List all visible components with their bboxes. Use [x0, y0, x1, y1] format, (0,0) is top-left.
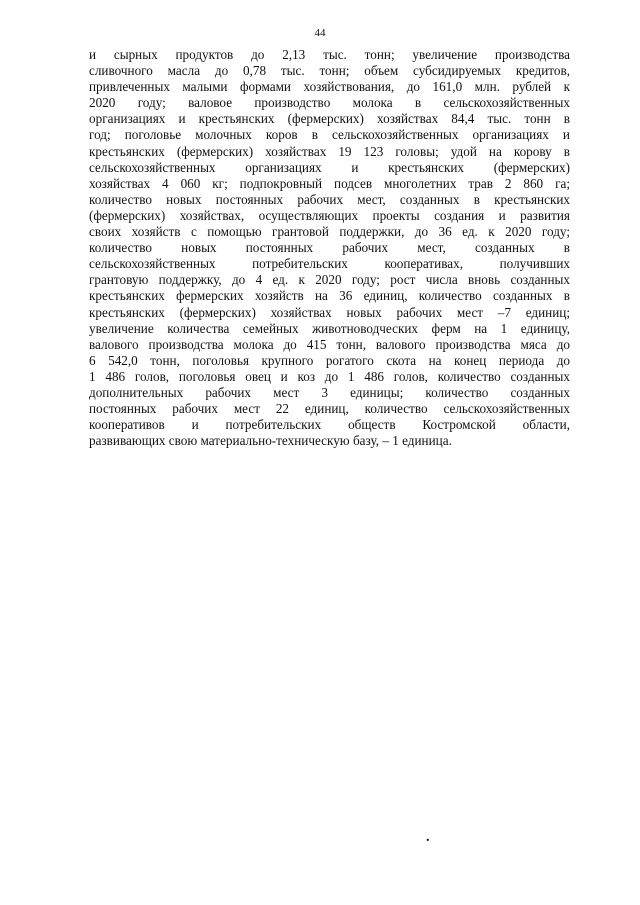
- text-line: 1 486 голов, поголовья овец и коз до 1 486 голов, количество созданных: [89, 368, 570, 384]
- text-line: сливочного масла до 0,78 тыс. тонн; объем субсидируемых кредитов,: [89, 63, 570, 79]
- text-line: хозяйствах 4 060 кг; подпокровный подсев многолетних трав 2 860 га;: [89, 175, 570, 191]
- text-line: сельскохозяйственных организациях и крестьянских (фермерских): [89, 159, 570, 175]
- text-line: сельскохозяйственных потребительских кооперативах, получивших: [89, 256, 570, 272]
- text-line: валового производства молока до 415 тонн, валового производства мяса до: [89, 336, 570, 352]
- text-line: крестьянских (фермерских) хозяйствах 19 123 головы; удой на корову в: [89, 143, 570, 159]
- text-line: постоянных рабочих мест 22 единиц, количество сельскохозяйственных: [89, 401, 570, 417]
- page-number: 44: [314, 27, 326, 39]
- text-line: кооперативов и потребительских обществ Костромской области,: [89, 417, 570, 433]
- text-line: и сырных продуктов до 2,13 тыс. тонн; увеличение производства: [89, 47, 570, 62]
- text-line: (фермерских) хозяйствах, осуществляющих проекты создания и развития: [89, 207, 570, 223]
- text-line: привлеченных малыми формами хозяйствования, до 161,0 млн. рублей к: [89, 79, 570, 95]
- text-line: крестьянских (фермерских) хозяйствах новых рабочих мест –7 единиц;: [89, 304, 570, 320]
- text-line: грантовую поддержку, до 4 ед. к 2020 году; рост числа вновь созданных: [89, 272, 570, 288]
- text-line: дополнительных рабочих мест 3 единицы; количество созданных: [89, 384, 570, 400]
- text-line: год; поголовье молочных коров в сельскохозяйственных организациях и: [89, 127, 570, 143]
- body-text: [89, 47, 570, 449]
- text-line: 6 542,0 тонн, поголовья крупного рогатого скота на конец периода до: [89, 352, 570, 368]
- text-line: количество новых постоянных рабочих мест, созданных в: [89, 240, 570, 256]
- text-line: 2020 году; валовое производство молока в сельскохозяйственных: [89, 95, 570, 111]
- text-line: увеличение количества семейных животноводческих ферм на 1 единицу,: [89, 320, 570, 336]
- footer-mark: .: [426, 830, 430, 845]
- text-line: развивающих свою материально-техническую базу, – 1 единица.: [89, 433, 452, 449]
- text-line: количество новых постоянных рабочих мест, созданных в крестьянских: [89, 191, 570, 207]
- text-line: крестьянских фермерских хозяйств на 36 единиц, количество созданных в: [89, 288, 570, 304]
- text-line: организациях и крестьянских (фермерских) хозяйствах 84,4 тыс. тонн в: [89, 111, 570, 127]
- text-line: своих хозяйств с помощью грантовой поддержки, до 36 ед. к 2020 году;: [89, 224, 570, 240]
